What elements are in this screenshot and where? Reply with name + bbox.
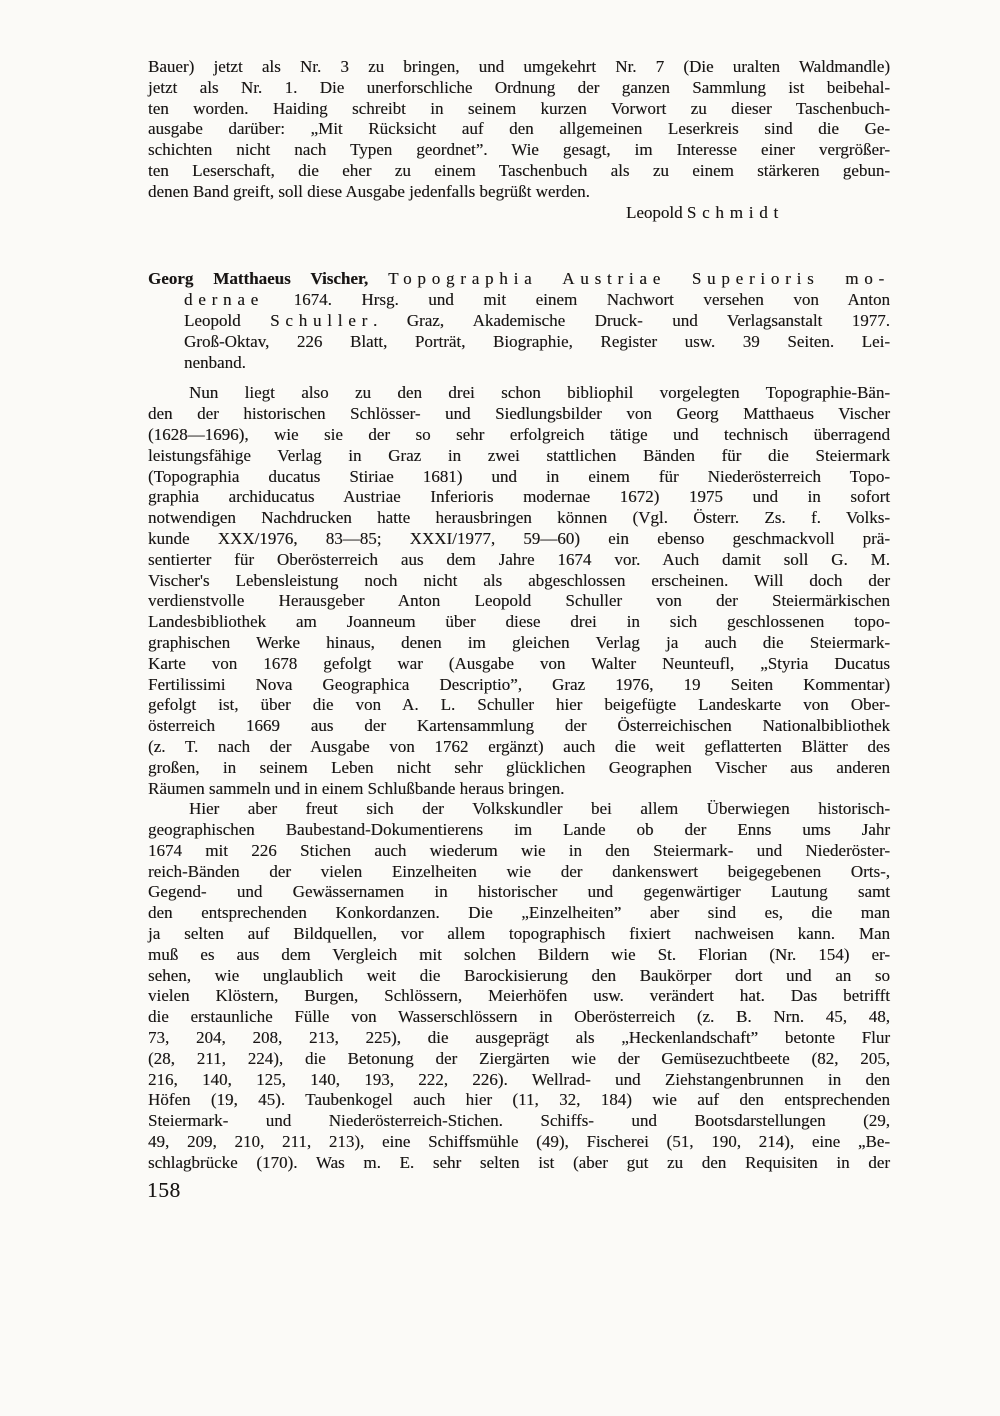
text-line: (Topographia ducatus Stiriae 1681) und in einem für Niederösterreich Topo- xyxy=(148,466,890,486)
text-line: Gegend- und Gewässernamen in historischer und gegenwärtiger Lautung samt xyxy=(148,882,890,902)
bib-line-3 xyxy=(148,311,890,332)
text-line: Nun liegt also zu den drei schon bibliophil vorgelegten Topographie-Bän- xyxy=(189,383,890,403)
text-line: Steiermark- und Niederösterreich-Stichen. Schiffs- und Bootsdarstellungen (29, xyxy=(148,1111,890,1131)
text-line: den der historischen Schlösser- und Siedlungsbilder von Georg Matthaeus Vischer xyxy=(148,404,890,424)
bib-line-2-rest: 1674. Hrsg. und mit einem Nachwort versehen von Anton xyxy=(263,290,890,310)
text-line: Bauer) jetzt als Nr. 3 zu bringen, und umgekehrt Nr. 7 (Die uralten Waldmandle) xyxy=(148,57,890,76)
bib-editor-first-name: Leopold xyxy=(184,310,271,330)
bib-line-4 xyxy=(148,332,890,353)
text-line: jetzt als Nr. 1. Die unerforschliche Ordnung der ganzen Sammlung ist beibehal- xyxy=(148,77,890,97)
text-line: 49, 209, 210, 211, 213), eine Schiffsmühle (49), Fischerei (51, 190, 214), eine „Be- xyxy=(148,1132,890,1152)
text-line: reich-Bänden der vielen Einzelheiten wie der dankenswert beigegebenen Orts-, xyxy=(148,861,890,881)
review-paragraph-1 xyxy=(148,383,890,799)
text-line: Vischer's Lebensleistung noch nicht als abgeschlossen erscheinen. Will doch der xyxy=(148,570,890,590)
text-line: (z. T. nach der Ausgabe von 1762 ergänzt) auch die weit geflatterten Blätter des xyxy=(148,736,890,756)
bib-line-4-text: Groß-Oktav, 226 Blatt, Porträt, Biographie, Register usw. 39 Seiten. Lei- xyxy=(184,331,890,351)
text-line: 1674 mit 226 Stichen auch wiederum wie in den Steiermark- und Niederöster- xyxy=(148,840,890,860)
text-line: 216, 140, 125, 140, 193, 222, 226). Wellrad- und Ziehstangenbrunnen in den xyxy=(148,1069,890,1089)
signature-last-name: Schmidt xyxy=(686,202,784,222)
text-line: vielen Klöstern, Burgen, Schlössern, Meierhöfen usw. verändert hat. Das betrifft xyxy=(148,986,890,1006)
text-line: Landesbibliothek am Joanneum über diese drei in sich geschlossenen topo- xyxy=(148,612,890,632)
text-line: (1628—1696), wie sie der so sehr erfolgreich tätige und technisch überragend xyxy=(148,424,890,444)
text-line: graphischen Werke hinaus, denen im gleichen Verlag ja auch die Steiermark- xyxy=(148,632,890,652)
text-line: leistungsfähige Verlag in Graz in zwei stattlichen Bänden für die Steiermark xyxy=(148,445,890,465)
text-line: ja selten auf Bildquellen, vor allem topographisch fixiert nachweisen kann. Man xyxy=(148,924,890,944)
bib-title-part-1: Topographia Austriae Superioris mo- xyxy=(388,269,890,289)
text-line: sehen, wie unglaublich weit die Barockisierung den Baukörper dort und an so xyxy=(148,965,890,985)
bib-title-part-2: dernae xyxy=(184,290,264,310)
signature-first-name: Leopold xyxy=(625,202,687,222)
text-line: schichten nicht nach Typen geordnet”. Wie gesagt, im Interesse einer vergrößer- xyxy=(148,140,890,160)
text-line: ten Leserschaft, die eher zu einem Taschenbuch als zu einem stärkeren gebun- xyxy=(148,160,890,180)
text-line: ausgabe darüber: „Mit Rücksicht auf den allgemeinen Leserkreis sind die Ge- xyxy=(148,119,890,139)
text-line: geographischen Baubestand-Dokumentierens im Lande ob der Enns ums Jahr xyxy=(148,820,890,840)
text-line: Höfen (19, 45). Taubenkogel auch hier (11, 32, 184) wie auf den entsprechenden xyxy=(148,1090,890,1110)
text-line: graphia archiducatus Austriae Inferioris modernae 1672) 1975 und in sofort xyxy=(148,487,890,507)
text-line: gefolgt ist, über die von A. L. Schuller hier beigefügte Landeskarte von Ober- xyxy=(148,695,890,715)
text-line: (28, 211, 224), die Betonung der Ziergärten wie der Gemüsezuchtbeete (82, 205, xyxy=(148,1048,890,1068)
text-line: großen, in seinem Leben nicht sehr glücklichen Geographen Vischer aus anderen xyxy=(148,757,890,777)
text-line: muß es aus dem Vergleich mit solchen Bildern wie St. Florian (Nr. 154) er- xyxy=(148,944,890,964)
continuation-paragraph xyxy=(148,57,890,203)
bib-editor-surname: Schuller xyxy=(270,310,374,330)
bib-line-3-rest: . Graz, Akademische Druck- und Verlagsanstalt 1977. xyxy=(373,310,890,330)
text-line: notwendigen Nachdrucken hatte herausbringen können (Vgl. Österr. Zs. f. Volks- xyxy=(148,508,890,528)
bib-author: Georg Matthaeus Vischer, xyxy=(148,269,369,289)
text-line: österreich 1669 aus der Kartensammlung der Österreichischen Nationalbibliothek xyxy=(148,716,890,736)
text-line: die erstaunliche Fülle von Wasserschlössern in Oberösterreich (z. B. Nrn. 45, 48, xyxy=(148,1007,890,1027)
text-line: verdienstvolle Herausgeber Anton Leopold Schuller von der Steiermärkischen xyxy=(148,591,890,611)
text-line: schlagbrücke (170). Was m. E. sehr selten ist (aber gut zu den Requisiten in der xyxy=(148,1152,890,1172)
review-paragraph-2 xyxy=(148,799,890,1173)
page-number: 158 xyxy=(147,1178,181,1202)
bib-line-2 xyxy=(148,290,890,311)
text-line: Karte von 1678 gefolgt war (Ausgabe von Walter Neunteufl, „Styria Ducatus xyxy=(148,653,890,673)
text-line: Räumen sammeln und in einem Schlußbande heraus bringen. xyxy=(148,778,565,798)
text-line: ten worden. Haiding schreibt in seinem kurzen Vorwort zu dieser Taschenbuch- xyxy=(148,98,890,118)
text-line: Hier aber freut sich der Volkskundler bei allem Überwiegen historisch- xyxy=(189,799,890,819)
text-line: kunde XXX/1976, 83—85; XXXI/1977, 59—60) ein ebenso geschmackvoll prä- xyxy=(148,528,890,548)
text-line: sentierter für Oberösterreich aus dem Jahre 1674 vor. Auch damit soll G. M. xyxy=(148,549,890,569)
text-line: den entsprechenden Konkordanzen. Die „Einzelheiten” aber sind es, die man xyxy=(148,903,890,923)
bib-line-5 xyxy=(148,353,890,374)
bibliography-entry xyxy=(148,269,890,373)
text-line: Fertilissimi Nova Geographica Descriptio”, Graz 1976, 19 Seiten Kommentar) xyxy=(148,674,890,694)
author-signature xyxy=(148,203,890,224)
bib-line-5-text: nenband. xyxy=(184,352,246,372)
text-line: 73, 204, 208, 213, 225), die ausgeprägt als „Heckenlandschaft” betonte Flur xyxy=(148,1028,890,1048)
text-line: denen Band greift, soll diese Ausgabe jedenfalls begrüßt werden. xyxy=(148,181,590,201)
bib-line-1 xyxy=(148,269,890,290)
